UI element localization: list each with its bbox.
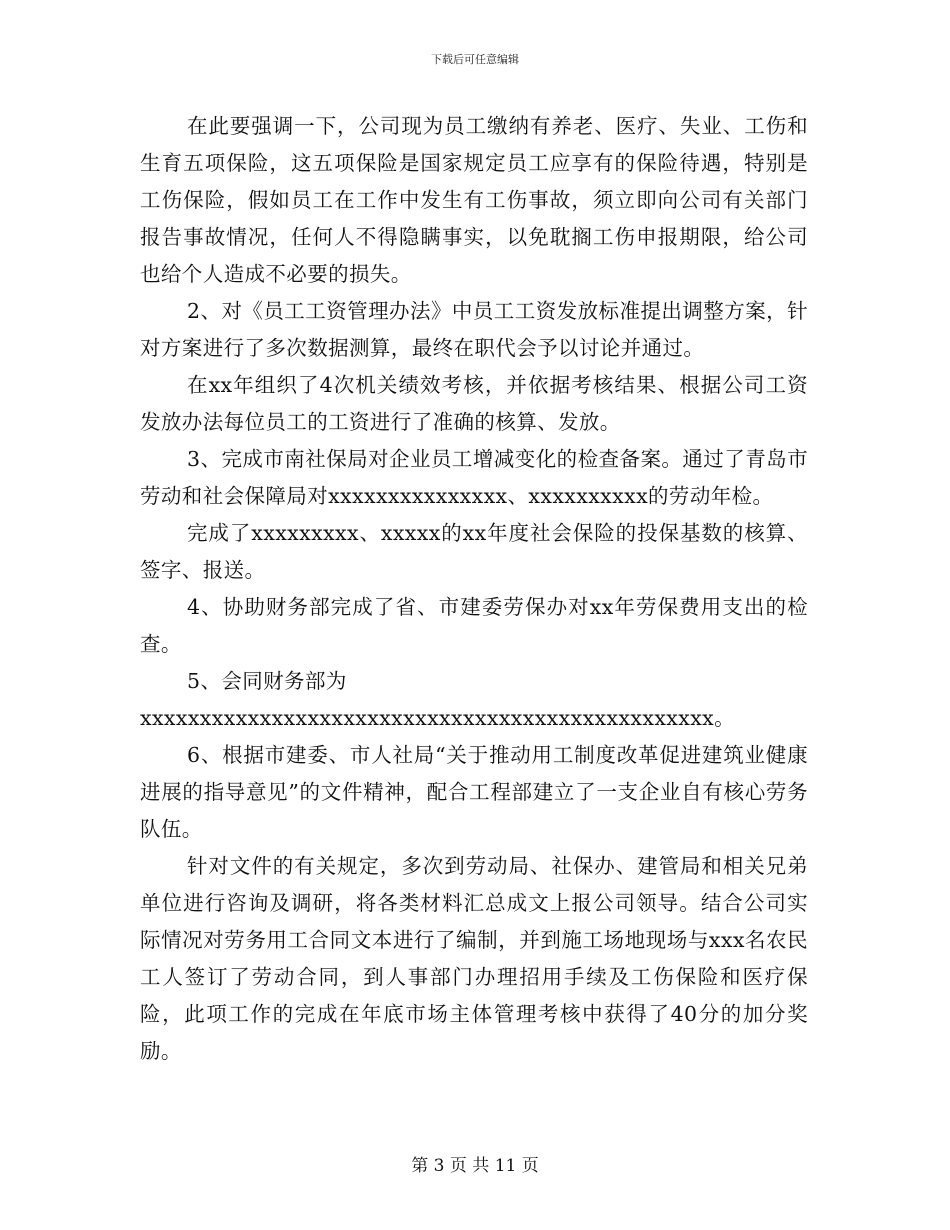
paragraph-item-6: 6、根据市建委、市人社局“关于推动用工制度改革促进建筑业健康进展的指导意见”的文件精神，配合工程部建立了一支企业自有核心劳务队伍。 bbox=[140, 743, 808, 841]
document-body bbox=[140, 108, 808, 1070]
paragraph-item-4: 4、协助财务部完成了省、市建委劳保办对xx年劳保费用支出的检查。 bbox=[140, 595, 808, 656]
paragraph-item-2: 2、对《员工工资管理办法》中员工工资发放标准提出调整方案，针对方案进行了多次数据测算，最终在职代会予以讨论并通过。 bbox=[140, 299, 808, 360]
paragraph-insurance-note: 在此要强调一下，公司现为员工缴纳有养老、医疗、失业、工伤和生育五项保险，这五项保险是国家规定员工应享有的保险待遇，特别是工伤保险，假如员工在工作中发生有工伤事故，须立即向公司有关部门报告事故情况，任何人不得隐瞒事实，以免耽搁工伤申报期限，给公司也给个人造成不必要的损失。 bbox=[140, 114, 808, 286]
paragraph-labor-contracts: 针对文件的有关规定，多次到劳动局、社保办、建管局和相关兄弟单位进行咨询及调研，将各类材料汇总成文上报公司领导。结合公司实际情况对劳务用工合同文本进行了编制，并到施工场地现场与xxx名农民工人签订了劳动合同，到人事部门办理招用手续及工伤保险和医疗保险，此项工作的完成在年底市场主体管理考核中获得了40分的加分奖励。 bbox=[140, 854, 808, 1063]
page-number-footer: 第 3 页 共 11 页 bbox=[411, 1156, 539, 1176]
paragraph-item-5: 5、会同财务部为 bbox=[187, 669, 347, 693]
paragraph-item-3: 3、完成市南社保局对企业员工增减变化的检查备案。通过了青岛市劳动和社会保障局对xxxxxxxxxxxxxxx、xxxxxxxxxx的劳动年检。 bbox=[140, 447, 808, 508]
page-header: 下载后可任意编辑 bbox=[431, 53, 519, 66]
paragraph-insurance-base: 完成了xxxxxxxxx、xxxxx的xx年度社会保险的投保基数的核算、签字、报送。 bbox=[140, 521, 808, 582]
paragraph-performance-review: 在xx年组织了4次机关绩效考核，并依据考核结果、根据公司工资发放办法每位员工的工资进行了准确的核算、发放。 bbox=[140, 373, 808, 434]
paragraph-item-5-continuation: xxxxxxxxxxxxxxxxxxxxxxxxxxxxxxxxxxxxxxxxxxxxxxxx。 bbox=[140, 706, 736, 730]
